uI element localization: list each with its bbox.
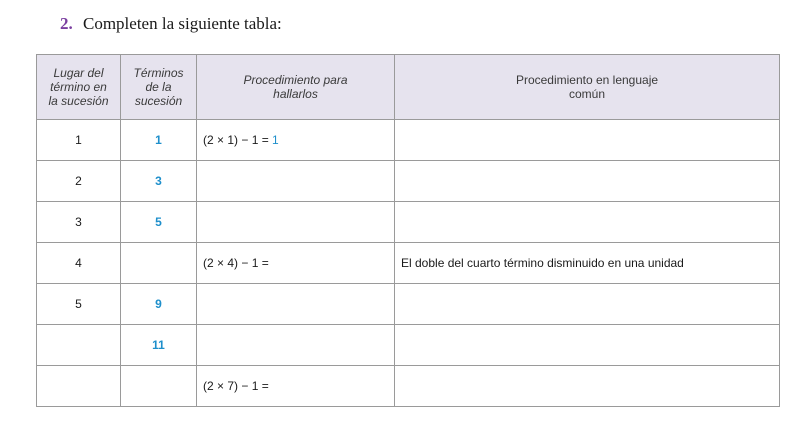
procedimiento-text: (2 × 1) − 1 =	[203, 133, 273, 147]
cell-lenguaje[interactable]	[395, 120, 780, 161]
cell-lugar[interactable]: 2	[37, 161, 121, 202]
table-row	[37, 325, 780, 366]
cell-lenguaje[interactable]	[395, 366, 780, 407]
table-row	[37, 161, 780, 202]
table-row	[37, 243, 780, 284]
table-row	[37, 202, 780, 243]
cell-termino[interactable]: 11	[121, 325, 197, 366]
header-procedimiento: Procedimiento para hallarlos	[197, 55, 395, 120]
header-terminos: Términos de la sucesión	[121, 55, 197, 120]
cell-termino[interactable]: 9	[121, 284, 197, 325]
cell-lenguaje[interactable]	[395, 325, 780, 366]
exercise-number: 2.	[60, 14, 73, 33]
cell-procedimiento[interactable]	[197, 161, 395, 202]
cell-termino[interactable]	[121, 366, 197, 407]
cell-procedimiento[interactable]	[197, 366, 395, 407]
procedimiento-result: 1	[272, 133, 279, 147]
cell-procedimiento[interactable]	[197, 325, 395, 366]
sequence-table	[36, 54, 780, 407]
cell-lugar[interactable]: 4	[37, 243, 121, 284]
table-header-row	[37, 55, 780, 120]
cell-lugar[interactable]: 3	[37, 202, 121, 243]
cell-lugar[interactable]	[37, 366, 121, 407]
cell-procedimiento[interactable]	[197, 243, 395, 284]
exercise-instruction: Completen la siguiente tabla:	[83, 14, 282, 33]
cell-lugar[interactable]: 1	[37, 120, 121, 161]
procedimiento-text: (2 × 4) − 1 =	[203, 256, 269, 270]
header-lugar: Lugar del término en la sucesión	[37, 55, 121, 120]
cell-lugar[interactable]	[37, 325, 121, 366]
cell-termino[interactable]	[121, 243, 197, 284]
cell-lenguaje[interactable]	[395, 161, 780, 202]
exercise-title	[60, 14, 282, 34]
cell-termino[interactable]: 1	[121, 120, 197, 161]
cell-procedimiento[interactable]	[197, 202, 395, 243]
cell-procedimiento[interactable]	[197, 120, 395, 161]
cell-termino[interactable]: 5	[121, 202, 197, 243]
table-row	[37, 366, 780, 407]
cell-lugar[interactable]: 5	[37, 284, 121, 325]
procedimiento-text: (2 × 7) − 1 =	[203, 379, 269, 393]
table-row	[37, 120, 780, 161]
cell-lenguaje[interactable]: El doble del cuarto término disminuido en una unidad	[395, 243, 780, 284]
cell-termino[interactable]: 3	[121, 161, 197, 202]
cell-procedimiento[interactable]	[197, 284, 395, 325]
cell-lenguaje[interactable]	[395, 202, 780, 243]
cell-lenguaje[interactable]	[395, 284, 780, 325]
header-lenguaje: Procedimiento en lenguaje común	[395, 55, 780, 120]
table-row	[37, 284, 780, 325]
